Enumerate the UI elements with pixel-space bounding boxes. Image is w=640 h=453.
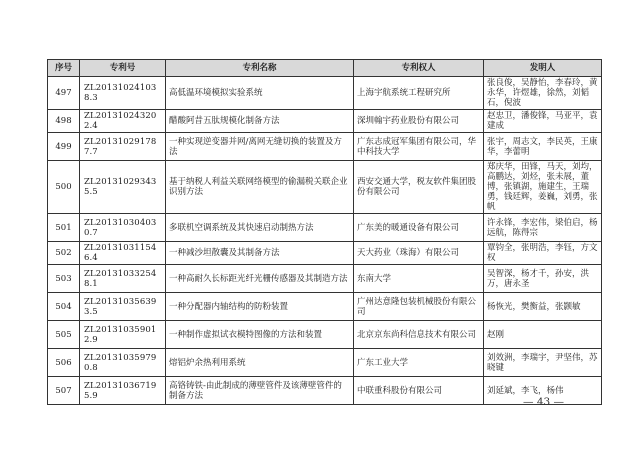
cell-serial-no: 504 [48,293,80,321]
header-inventors: 发明人 [484,60,602,77]
cell-patent-name: 基于纳税人利益关联网络模型的偷漏税关联企业识别方法 [166,161,354,214]
cell-patent-holder: 中联重科股份有限公司 [354,377,484,405]
cell-inventors: 赵刚 [484,321,602,349]
table-row [48,349,602,377]
cell-inventors: 刘效洲，李瑞宇，尹坚伟，苏晓键 [484,349,602,377]
header-patent-holder: 专利权人 [354,60,484,77]
table-row [48,293,602,321]
cell-inventors: 郑庆华，田锋，马天，刘均，高鹏达，刘烃，张未展，董博，张镇湖，施建生，王瑞勇，钱廷辉，姜巍，刘勇，张帆 [484,161,602,214]
cell-serial-no: 503 [48,265,80,293]
cell-patent-name: 高铬铸铁-由此制成的薄壁管件及该薄壁管件的制备方法 [166,377,354,405]
cell-patent-no: ZL201310243202.4 [80,110,166,133]
cell-serial-no: 498 [48,110,80,133]
table-row [48,321,602,349]
cell-patent-holder: 西安交通大学，税友软件集团股份有限公司 [354,161,484,214]
table-row [48,242,602,265]
cell-inventors: 张宇，周志文，李民英，王康华，李蕾明 [484,133,602,161]
patent-table [47,59,602,405]
cell-inventors: 覃钧全，张明浩，李钰，方文权 [484,242,602,265]
cell-patent-holder: 广东工业大学 [354,349,484,377]
header-patent-name: 专利名称 [166,60,354,77]
cell-serial-no: 507 [48,377,80,405]
cell-patent-holder: 东南大学 [354,265,484,293]
cell-inventors: 杨恢光，樊衡益，张颢敏 [484,293,602,321]
cell-patent-no: ZL201310359012.9 [80,321,166,349]
cell-serial-no: 497 [48,77,80,110]
table-header-row [48,60,602,77]
cell-patent-no: ZL201310359790.8 [80,349,166,377]
cell-inventors: 张良俊，吴静怡，李春玲，黄永华，许煜雄，徐然，刘韬石，倪波 [484,77,602,110]
table-row [48,110,602,133]
table-row [48,377,602,405]
cell-patent-name: 一种实现逆变器并网/离网无缝切换的装置及方法 [166,133,354,161]
cell-serial-no: 501 [48,214,80,242]
cell-serial-no: 505 [48,321,80,349]
cell-patent-holder: 深圳翰宇药业股份有限公司 [354,110,484,133]
cell-patent-no: ZL201310241038.3 [80,77,166,110]
cell-patent-holder: 北京京东尚科信息技术有限公司 [354,321,484,349]
page-number: — 43 — [523,396,565,408]
cell-patent-name: 一种高耐久长标距光纤光栅传感器及其制造方法 [166,265,354,293]
cell-inventors: 赵忠卫，潘俊锋，马亚平，袁建成 [484,110,602,133]
cell-patent-no: ZL201310332548.1 [80,265,166,293]
cell-patent-no: ZL201310311546.4 [80,242,166,265]
cell-serial-no: 506 [48,349,80,377]
table-row [48,265,602,293]
cell-patent-name: 多联机空调系统及其快速启动制热方法 [166,214,354,242]
header-patent-no: 专利号 [80,60,166,77]
cell-serial-no: 499 [48,133,80,161]
cell-patent-holder: 广东志成冠军集团有限公司，华中科技大学 [354,133,484,161]
cell-patent-no: ZL201310356393.5 [80,293,166,321]
patent-table-sheet [47,59,601,405]
table-row [48,161,602,214]
cell-patent-holder: 广东美的暖通设备有限公司 [354,214,484,242]
cell-serial-no: 502 [48,242,80,265]
cell-serial-no: 500 [48,161,80,214]
cell-patent-no: ZL201310293435.5 [80,161,166,214]
cell-patent-no: ZL201310291787.7 [80,133,166,161]
table-row [48,133,602,161]
cell-inventors: 刘延斌，李飞，杨伟 [484,377,602,405]
cell-patent-no: ZL201310367195.9 [80,377,166,405]
cell-patent-name: 高低温环境模拟实验系统 [166,77,354,110]
header-serial-no: 序号 [48,60,80,77]
cell-inventors: 许永锋，李宏伟，梁伯启，杨远航，陈得宗 [484,214,602,242]
cell-inventors: 吴智深，杨才千，孙安，洪万，唐永圣 [484,265,602,293]
cell-patent-name: 熔铝炉余热利用系统 [166,349,354,377]
cell-patent-no: ZL201310304030.7 [80,214,166,242]
cell-patent-name: 一种分配器内轴结构的防粉装置 [166,293,354,321]
table-row [48,214,602,242]
cell-patent-name: 一种制作虚拟试衣模特图像的方法和装置 [166,321,354,349]
table-row [48,77,602,110]
cell-patent-holder: 天大药业（珠海）有限公司 [354,242,484,265]
cell-patent-name: 一种减沙坦散囊及其制备方法 [166,242,354,265]
cell-patent-name: 醋酸阿昔五肽规模化制备方法 [166,110,354,133]
cell-patent-holder: 上海宇航系统工程研究所 [354,77,484,110]
cell-patent-holder: 广州达意隆包装机械股份有限公司 [354,293,484,321]
